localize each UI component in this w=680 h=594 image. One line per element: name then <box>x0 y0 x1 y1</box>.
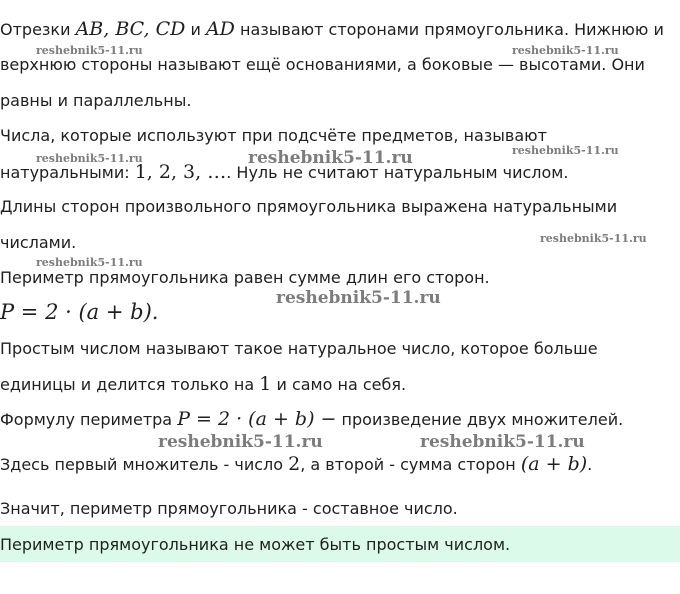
math-perimeter-inline: P = 2 · (a + b) − <box>177 408 337 430</box>
text-line: Значит, периметр прямоугольника - составное число. <box>0 499 458 518</box>
watermark: reshebnik5-11.ru <box>276 288 441 308</box>
watermark: reshebnik5-11.ru <box>512 44 619 57</box>
watermark: reshebnik5-11.ru <box>36 44 143 57</box>
conclusion-highlight <box>0 526 680 562</box>
watermark: reshebnik5-11.ru <box>36 256 143 269</box>
text-line: натуральными: 1, 2, 3, …. Нуль не считают натуральным числом. <box>0 161 569 183</box>
text-line: Формулу периметра P = 2 · (a + b) − произведение двух множителей. <box>0 408 624 430</box>
watermark: reshebnik5-11.ru <box>248 148 413 168</box>
text-line: равны и параллельны. <box>0 91 192 110</box>
conclusion-text: Периметр прямоугольника не может быть простым числом. <box>0 535 511 554</box>
math-one: 1 <box>259 373 272 395</box>
text-line: числами. <box>0 233 77 252</box>
text-line: Здесь первый множитель - число 2, а второй - сумма сторон (a + b). <box>0 453 593 475</box>
text-line: Числа, которые используют при подсчёте предметов, называют <box>0 126 547 145</box>
text-line: Периметр прямоугольника равен сумме длин его сторон. <box>0 268 490 287</box>
text-line: Отрезки AB, BC, CD и AD называют сторонами прямоугольника. Нижнюю и <box>0 18 664 40</box>
math-naturals: 1, 2, 3, … <box>134 161 227 183</box>
watermark: reshebnik5-11.ru <box>158 432 323 452</box>
watermark: reshebnik5-11.ru <box>420 432 585 452</box>
text-line: верхнюю стороны называют ещё основаниями, а боковые — высотами. Они <box>0 55 645 74</box>
watermark: reshebnik5-11.ru <box>36 152 143 165</box>
watermark: reshebnik5-11.ru <box>512 144 619 157</box>
math-two: 2 <box>288 453 301 475</box>
text-line: Простым числом называют такое натуральное число, которое больше <box>0 339 598 358</box>
text-line: Длины сторон произвольного прямоугольника выражена натуральными <box>0 197 618 216</box>
math-segments: AB, BC, CD <box>75 18 186 40</box>
math-segment-ad: AD <box>205 18 235 40</box>
math-sum-sides: (a + b) <box>520 453 588 475</box>
math-perimeter-formula: P = 2 · (a + b). <box>0 300 159 324</box>
text-line: единицы и делится только на 1 и само на себя. <box>0 373 407 395</box>
watermark: reshebnik5-11.ru <box>540 232 647 245</box>
